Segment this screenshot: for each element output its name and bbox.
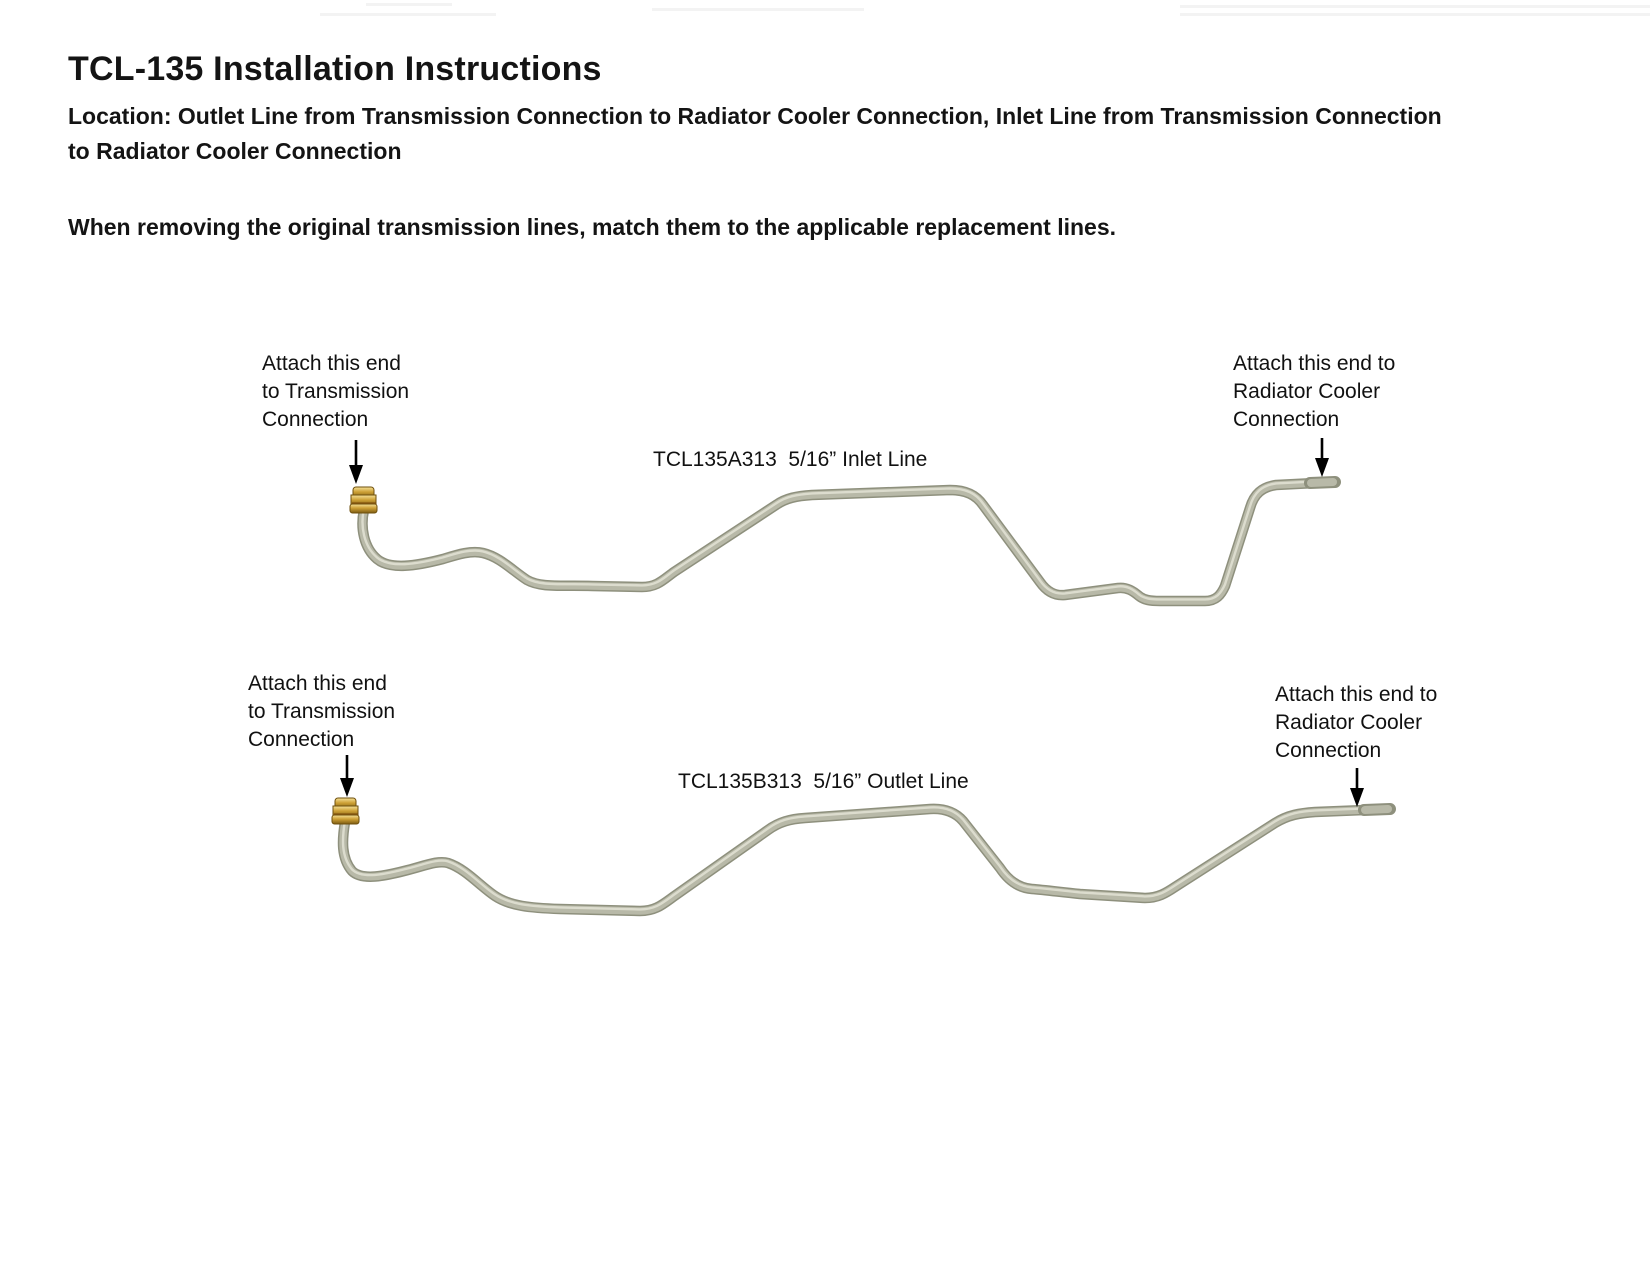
callout-line: Radiator Cooler <box>1275 711 1423 734</box>
callout-line: Radiator Cooler <box>1233 380 1381 403</box>
down-arrow-icon <box>349 440 363 484</box>
down-arrow-icon <box>1350 768 1364 807</box>
callout-line: to Transmission <box>262 380 410 403</box>
inlet-part-label: TCL135A313 5/16” Inlet Line <box>653 448 928 471</box>
location-line-1: Location: Outlet Line from Transmission Connection to Radiator Cooler Connection, Inlet Line from Transmission Connection <box>68 103 1442 129</box>
down-arrow-icon <box>1315 438 1329 477</box>
callout-line: Attach this end to <box>1233 352 1396 375</box>
inlet-brass-fitting <box>350 487 377 513</box>
callout-line: Attach this end to <box>1275 683 1438 706</box>
callout-line: Connection <box>1233 408 1340 431</box>
outlet-part-label: TCL135B313 5/16” Outlet Line <box>678 770 969 793</box>
callout-line: Connection <box>248 728 355 751</box>
instruction-text: When removing the original transmission lines, match them to the applicable replacement lines. <box>68 214 1117 240</box>
callout-line: to Transmission <box>248 700 396 723</box>
callout-line: Attach this end <box>262 352 401 375</box>
location-line-2: to Radiator Cooler Connection <box>68 138 402 164</box>
callout-line: Connection <box>262 408 369 431</box>
callout-line: Attach this end <box>248 672 387 695</box>
inlet-line-tube <box>363 480 1335 601</box>
outlet-line-tube <box>343 807 1390 911</box>
page-title: TCL-135 Installation Instructions <box>68 50 602 88</box>
outlet-brass-fitting <box>332 798 359 824</box>
callout-line: Connection <box>1275 739 1382 762</box>
down-arrow-icon <box>340 755 354 797</box>
